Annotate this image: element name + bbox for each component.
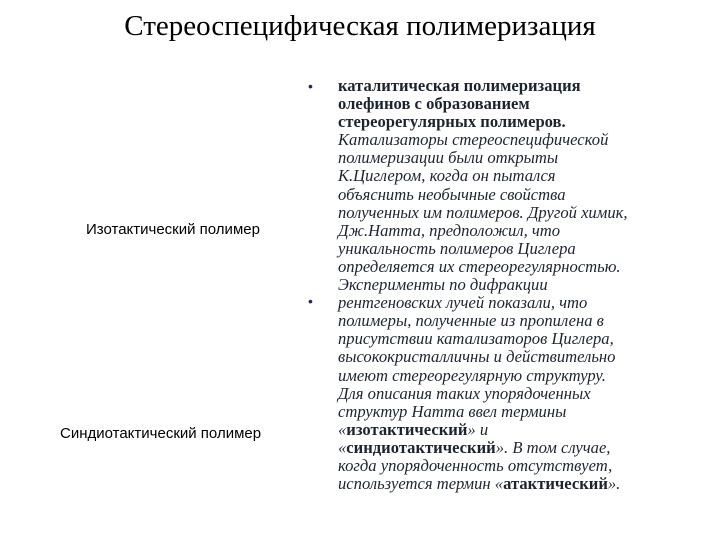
term-isotactic: изотактический — [346, 419, 468, 439]
paragraph-1 — [338, 77, 714, 276]
text-line: уникальность полимеров Циглера — [338, 238, 576, 258]
syndiotactic-polymer-label: Синдиотактический полимер — [60, 425, 262, 442]
text-line: Катализаторы стереоспецифической — [338, 130, 609, 150]
slide-title: Стереоспецифическая полимеризация — [124, 10, 596, 42]
text-line: когда упорядоченность отсутствует, — [338, 455, 613, 475]
isotactic-polymer-label: Изотактический полимер — [86, 221, 260, 238]
text-line: Для описания таких упорядоченных — [338, 383, 591, 403]
text-line: присутствии катализаторов Циглера, — [338, 329, 614, 349]
quote-close-continuation: ». В том случае, — [495, 437, 611, 457]
bullet-2: • — [308, 293, 313, 309]
text-line: стереорегулярных полимеров. — [338, 112, 566, 132]
term-atactic: атактический — [503, 474, 608, 494]
text-line: полученных им полимеров. Другой химик, — [338, 202, 628, 222]
text-line — [338, 421, 714, 439]
text-line: полимеры, полученные из пропилена в — [338, 311, 604, 331]
text-line: высококристалличны и действительно — [338, 347, 616, 367]
text-line: полимеризации были открыты — [338, 148, 559, 168]
term-syndiotactic: синдиотактический — [346, 437, 496, 457]
quote-close-and: » и — [467, 419, 489, 439]
paragraph-2 — [338, 276, 714, 493]
text-line: каталитическая полимеризация — [338, 76, 581, 95]
text-line: рентгеновских лучей показали, что — [338, 293, 588, 313]
bullet-1: • — [308, 78, 313, 94]
text-line: Дж.Натта, предположил, что — [338, 220, 561, 240]
quote-open: « — [338, 419, 347, 439]
quote-open: « — [338, 437, 347, 457]
text-line — [338, 475, 714, 493]
text-line: Эксперименты по дифракции — [338, 275, 548, 295]
text-line: определяется их стереорегулярностью. — [338, 256, 621, 276]
text-line: олефинов с образованием — [338, 94, 530, 114]
text-line: структур Натта ввел термины — [338, 401, 567, 421]
last-line-prefix: используется термин « — [338, 474, 504, 494]
text-line: К.Циглером, когда он пытался — [338, 166, 556, 186]
text-line: объяснить необычные свойства — [338, 184, 566, 204]
body-text — [338, 77, 714, 493]
text-line: имеют стереорегулярную структуру. — [338, 365, 606, 385]
last-line-suffix: ». — [607, 474, 621, 494]
text-line — [338, 439, 714, 457]
